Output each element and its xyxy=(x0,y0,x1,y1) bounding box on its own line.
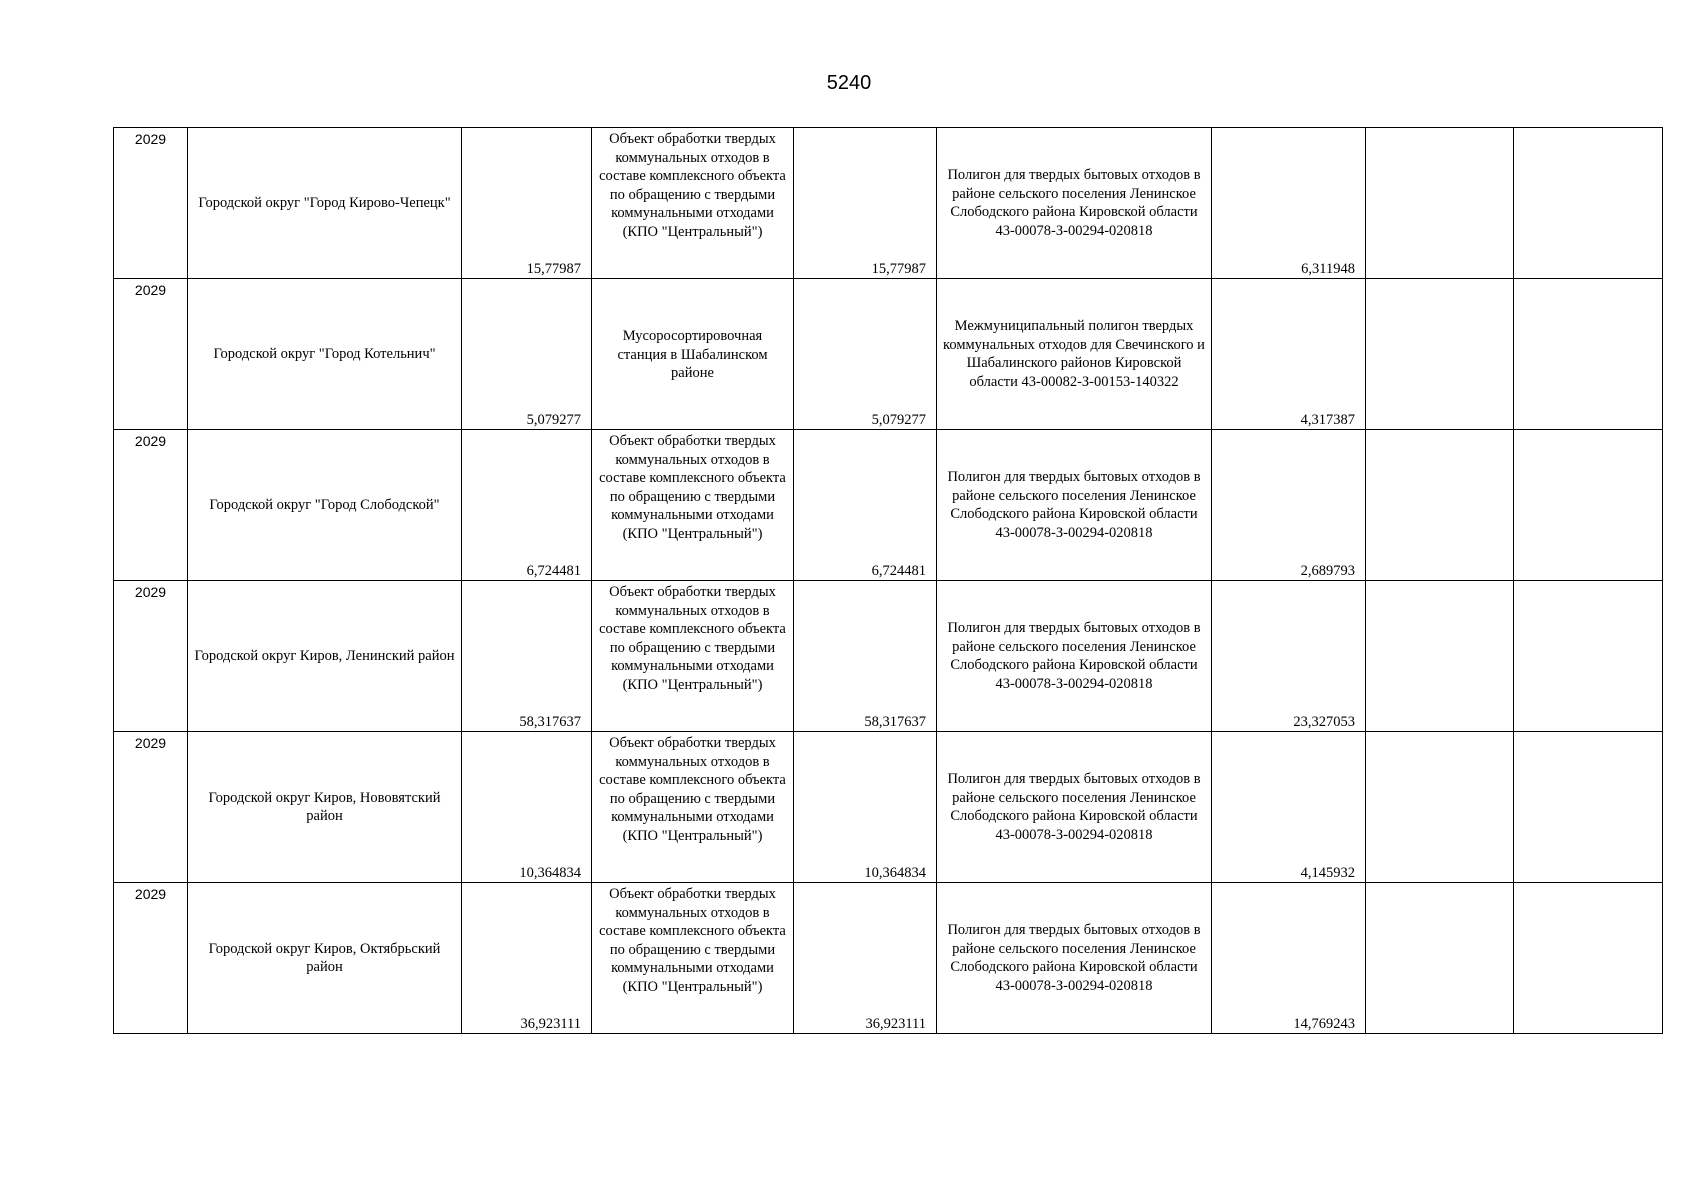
page-number: 5240 xyxy=(826,72,872,94)
municipality: Городской округ "Город Котельнич" xyxy=(213,345,436,362)
waste-flow-table xyxy=(113,127,1663,1034)
table-row xyxy=(114,430,1663,581)
municipality: Городской округ Киров, Нововятский район xyxy=(208,789,441,824)
volume: 58,317637 xyxy=(519,714,581,730)
landfill-volume-cell xyxy=(1212,883,1366,1034)
municipality: Городской округ "Город Кирово-Чепецк" xyxy=(198,194,451,211)
year-cell xyxy=(114,128,188,279)
volume-to-facility: 10,364834 xyxy=(864,865,926,881)
landfill-volume: 2,689793 xyxy=(1300,563,1355,579)
volume-to-facility-cell xyxy=(794,430,937,581)
volume: 10,364834 xyxy=(519,865,581,881)
landfill-volume-cell xyxy=(1212,279,1366,430)
facility-cell xyxy=(592,279,794,430)
volume: 5,079277 xyxy=(526,412,581,428)
landfill: Полигон для твердых бытовых отходов в районе сельского поселения Ленинское Слободского района Кировской области 43-00078-З-00294-020818 xyxy=(947,469,1201,541)
extra-cell-2 xyxy=(1514,430,1663,581)
landfill-volume: 23,327053 xyxy=(1293,714,1355,730)
year: 2029 xyxy=(134,131,167,147)
table-row xyxy=(114,128,1663,279)
landfill-volume-cell xyxy=(1212,581,1366,732)
volume-to-facility: 58,317637 xyxy=(864,714,926,730)
landfill-volume: 4,145932 xyxy=(1300,865,1355,881)
table-row xyxy=(114,883,1663,1034)
facility-cell xyxy=(592,883,794,1034)
volume-cell xyxy=(462,279,592,430)
facility: Объект обработки твердых коммунальных отходов в составе комплексного объекта по обращению с твердыми коммунальными отходами (КПО "Центральный") xyxy=(599,735,786,844)
volume-to-facility: 6,724481 xyxy=(871,563,926,579)
extra-cell-1 xyxy=(1366,128,1514,279)
volume-to-facility: 5,079277 xyxy=(871,412,926,428)
landfill-cell xyxy=(937,128,1212,279)
year: 2029 xyxy=(134,282,167,298)
facility: Мусоросортировочная станция в Шабалинском районе xyxy=(617,328,768,382)
extra-cell-1 xyxy=(1366,581,1514,732)
volume-to-facility-cell xyxy=(794,732,937,883)
municipality-cell xyxy=(188,732,462,883)
landfill-volume: 14,769243 xyxy=(1293,1016,1355,1032)
volume: 36,923111 xyxy=(520,1016,581,1032)
volume-cell xyxy=(462,581,592,732)
volume-to-facility: 15,77987 xyxy=(871,261,926,277)
landfill-volume: 6,311948 xyxy=(1301,261,1355,277)
extra-cell-2 xyxy=(1514,732,1663,883)
landfill-volume-cell xyxy=(1212,732,1366,883)
year-cell xyxy=(114,430,188,581)
volume-cell xyxy=(462,732,592,883)
landfill-volume-cell xyxy=(1212,128,1366,279)
volume-to-facility-cell xyxy=(794,279,937,430)
municipality: Городской округ Киров, Ленинский район xyxy=(194,647,455,664)
volume-to-facility-cell xyxy=(794,581,937,732)
landfill-cell xyxy=(937,581,1212,732)
municipality-cell xyxy=(188,430,462,581)
volume-to-facility-cell xyxy=(794,128,937,279)
landfill: Полигон для твердых бытовых отходов в районе сельского поселения Ленинское Слободского района Кировской области 43-00078-З-00294-020818 xyxy=(947,771,1201,843)
facility-cell xyxy=(592,128,794,279)
facility-cell xyxy=(592,581,794,732)
volume-cell xyxy=(462,883,592,1034)
year: 2029 xyxy=(134,433,167,449)
facility: Объект обработки твердых коммунальных отходов в составе комплексного объекта по обращению с твердыми коммунальными отходами (КПО "Центральный") xyxy=(599,131,786,240)
year: 2029 xyxy=(134,584,167,600)
municipality-cell xyxy=(188,128,462,279)
landfill-cell xyxy=(937,883,1212,1034)
landfill: Полигон для твердых бытовых отходов в районе сельского поселения Ленинское Слободского района Кировской области 43-00078-З-00294-020818 xyxy=(947,167,1201,239)
landfill-volume: 4,317387 xyxy=(1300,412,1355,428)
volume: 15,77987 xyxy=(526,261,581,277)
landfill: Полигон для твердых бытовых отходов в районе сельского поселения Ленинское Слободского района Кировской области 43-00078-З-00294-020818 xyxy=(947,620,1201,692)
volume-to-facility-cell xyxy=(794,883,937,1034)
volume-cell xyxy=(462,430,592,581)
landfill-cell xyxy=(937,430,1212,581)
municipality: Городской округ Киров, Октябрьский район xyxy=(208,940,441,975)
extra-cell-2 xyxy=(1514,883,1663,1034)
municipality-cell xyxy=(188,581,462,732)
facility: Объект обработки твердых коммунальных отходов в составе комплексного объекта по обращению с твердыми коммунальными отходами (КПО "Центральный") xyxy=(599,584,786,693)
year: 2029 xyxy=(134,735,167,751)
facility: Объект обработки твердых коммунальных отходов в составе комплексного объекта по обращению с твердыми коммунальными отходами (КПО "Центральный") xyxy=(599,433,786,542)
municipality: Городской округ "Город Слободской" xyxy=(209,496,440,513)
year-cell xyxy=(114,732,188,883)
year-cell xyxy=(114,279,188,430)
landfill-cell xyxy=(937,279,1212,430)
extra-cell-1 xyxy=(1366,732,1514,883)
volume: 6,724481 xyxy=(526,563,581,579)
municipality-cell xyxy=(188,279,462,430)
landfill: Межмуниципальный полигон твердых коммунальных отходов для Свечинского и Шабалинского районов Кировской области 43-00082-З-00153-140322 xyxy=(943,318,1205,390)
extra-cell-1 xyxy=(1366,883,1514,1034)
extra-cell-2 xyxy=(1514,128,1663,279)
landfill-cell xyxy=(937,732,1212,883)
landfill: Полигон для твердых бытовых отходов в районе сельского поселения Ленинское Слободского района Кировской области 43-00078-З-00294-020818 xyxy=(947,922,1201,994)
table-row xyxy=(114,732,1663,883)
table-row xyxy=(114,581,1663,732)
year-cell xyxy=(114,581,188,732)
table-row xyxy=(114,279,1663,430)
facility-cell xyxy=(592,430,794,581)
facility-cell xyxy=(592,732,794,883)
year-cell xyxy=(114,883,188,1034)
extra-cell-1 xyxy=(1366,279,1514,430)
municipality-cell xyxy=(188,883,462,1034)
facility: Объект обработки твердых коммунальных отходов в составе комплексного объекта по обращению с твердыми коммунальными отходами (КПО "Центральный") xyxy=(599,886,786,995)
volume-to-facility: 36,923111 xyxy=(865,1016,926,1032)
extra-cell-2 xyxy=(1514,279,1663,430)
extra-cell-1 xyxy=(1366,430,1514,581)
landfill-volume-cell xyxy=(1212,430,1366,581)
extra-cell-2 xyxy=(1514,581,1663,732)
volume-cell xyxy=(462,128,592,279)
year: 2029 xyxy=(134,886,167,902)
